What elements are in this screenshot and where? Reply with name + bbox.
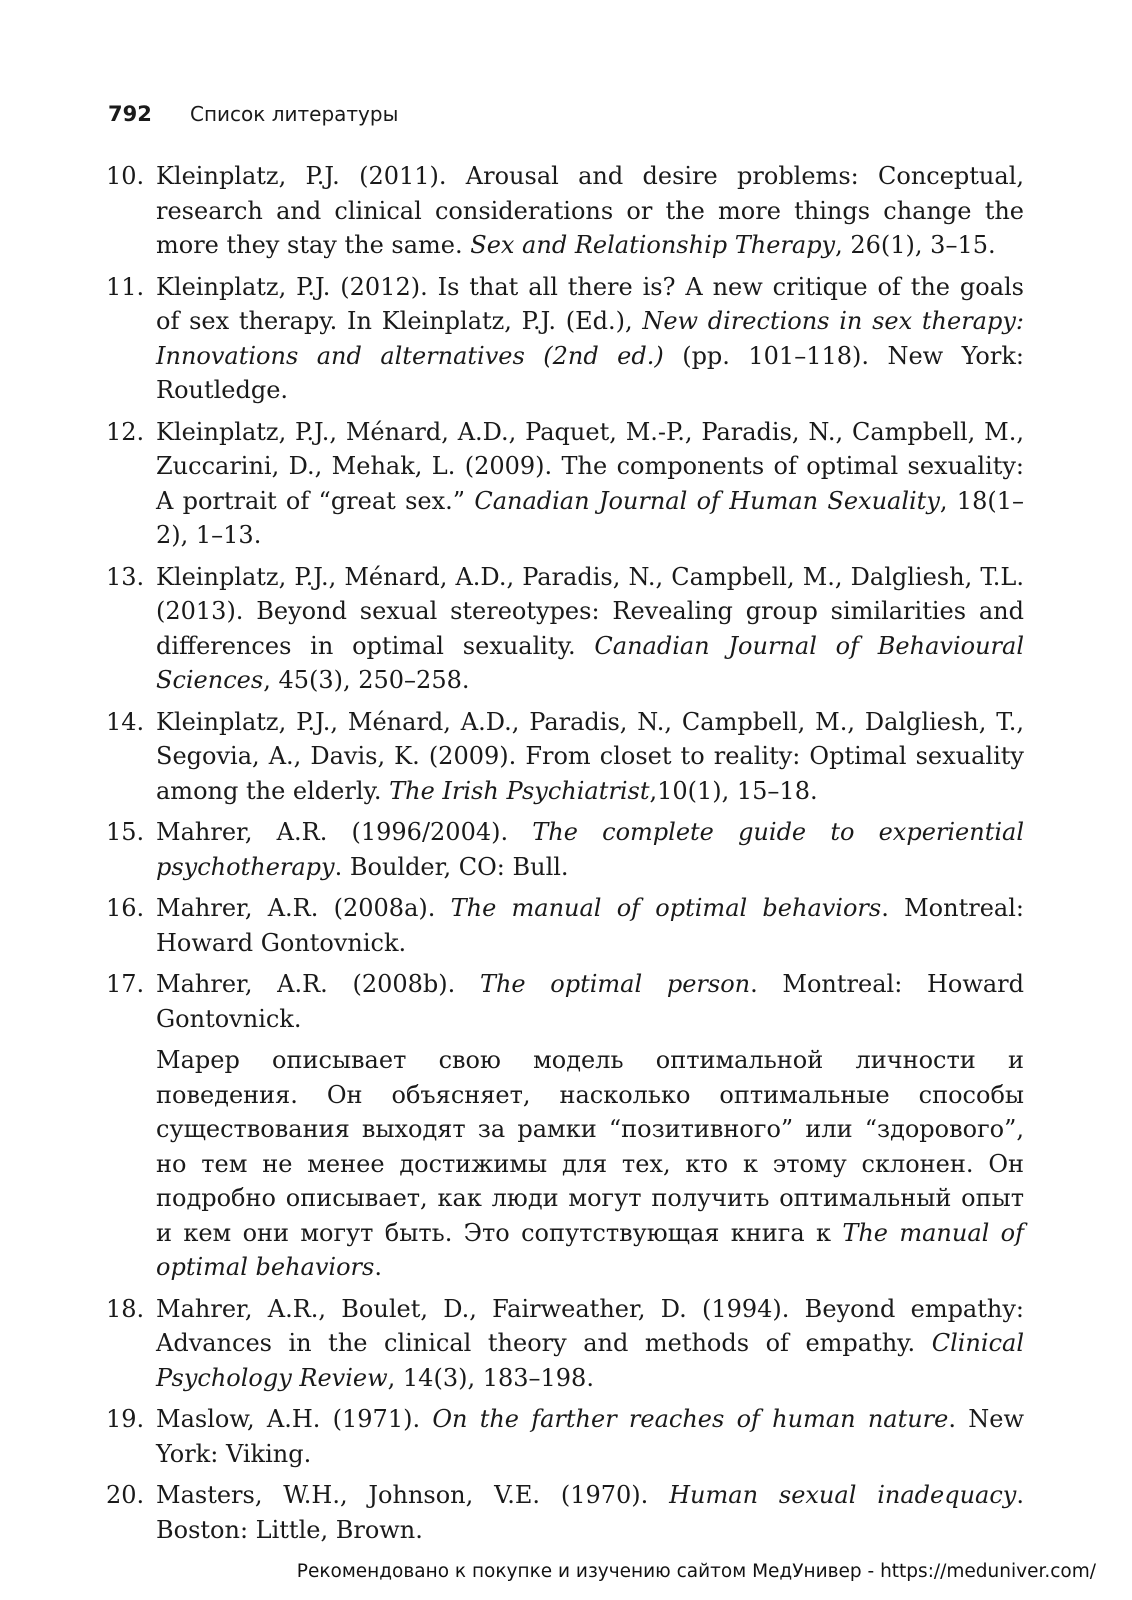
reference-number: 18. [106, 1294, 145, 1323]
reference-text-segment: Mahrer, A.R. (2008a). [156, 894, 451, 922]
reference-text-segment: Марер описывает свою модель оптимальной личности и поведения. Он объясняет, насколько оптимальные способы существования выходят за рамки “позитивного” или “здорового”, но тем не менее достижимы для тех, кто к этому склонен. Он подробно описывает, как люди могут получить оптимальный опыт и кем они могут быть. Это сопутствующая книга к [156, 1046, 1024, 1247]
reference-item [106, 270, 1024, 408]
reference-text [156, 270, 1024, 408]
reference-title-italic: The optimal person [479, 970, 751, 998]
reference-text-segment: Kleinplatz, P.J., Ménard, A.D., Paradis, N., Campbell, M., Dalgliesh, T.L. (2013). Beyond sexual stereotypes: Revealing group similarities and differences in optimal sexuality. [156, 562, 1024, 660]
reference-text-segment: Maslow, A.H. (1971). [156, 1405, 433, 1433]
reference-text-segment: . [374, 1253, 382, 1281]
reference-number: 12. [106, 417, 145, 446]
reference-list [106, 159, 1024, 1554]
reference-text-segment: . Boulder, CO: Bull. [334, 852, 569, 881]
reference-item [106, 705, 1024, 809]
reference-text-segment: (pp. 101–118). New York: Routledge. [156, 341, 1024, 404]
reference-number: 14. [106, 707, 145, 736]
reference-text-segment: , 14(3), 183–198. [387, 1363, 594, 1392]
reference-text [156, 415, 1024, 553]
reference-title-italic: The manual of optimal behaviors [156, 1218, 1024, 1281]
reference-text [156, 159, 1024, 263]
reference-item [106, 1402, 1024, 1471]
reference-text-segment: Mahrer, A.R., Boulet, D., Fairweather, D. (1994). Beyond empathy: Advances in the clinical theory and methods of empathy. [156, 1294, 1024, 1357]
reference-number: 20. [106, 1481, 145, 1509]
reference-title-italic: Sex and Relationship Therapy [470, 231, 836, 259]
reference-text-segment: Mahrer, A.R. (2008b). [156, 970, 480, 998]
reference-item [106, 1292, 1024, 1396]
reference-text-segment: , 26(1), 3–15. [835, 231, 996, 259]
reference-text-segment: , 18(1–2), 1–13. [156, 486, 1024, 549]
reference-item [106, 815, 1024, 884]
reference-text [156, 560, 1024, 698]
reference-text [156, 1478, 1024, 1547]
reference-title-italic: On the farther reaches of human nature [432, 1405, 949, 1433]
reference-title-italic: New directions in sex therapy: Innovations and alternatives (2nd ed.) [156, 307, 1024, 370]
reference-text [156, 815, 1024, 884]
reference-text [156, 1292, 1024, 1396]
reference-text-segment: ,10(1), 15–18. [649, 776, 818, 805]
reference-number: 13. [106, 562, 145, 591]
reference-number: 17. [106, 970, 145, 998]
reference-text-segment: . Montreal: Howard Gontovnick. [156, 970, 1025, 1033]
reference-number: 16. [106, 894, 145, 922]
reference-title-italic: Human sexual inadequacy [669, 1481, 1017, 1509]
footer-watermark: Рекомендовано к покупке и изучению сайтом МедУнивер - https://meduniver.com/ [296, 1561, 1096, 1582]
reference-title-italic: Clinical Psychology Review [156, 1329, 1024, 1392]
reference-item [106, 1478, 1024, 1547]
reference-title-italic: Canadian Journal of Behavioural Sciences [156, 631, 1024, 694]
reference-text-segment: Kleinplatz, P.J., Ménard, A.D., Paquet, M.-P., Paradis, N., Campbell, M., Zuccarini, D., Mehak, L. (2009). The components of optimal sexuality: A portrait of “great sex.” [156, 417, 1024, 515]
reference-item [106, 415, 1024, 553]
reference-text [156, 1402, 1024, 1471]
reference-text-segment: Kleinplatz, P.J. (2012). Is that all there is? A new critique of the goals of sex therapy. In Kleinplatz, P.J. (Ed.), [156, 272, 1024, 335]
reference-text-segment: Kleinplatz, P.J. (2011). Arousal and desire problems: Conceptual, research and clinical considerations or the more things change the more they stay the same. [156, 162, 1024, 259]
reference-item [106, 891, 1024, 960]
reference-text [156, 967, 1024, 1036]
reference-text-segment: . Montreal: Howard Gontovnick. [156, 894, 1024, 957]
reference-item [106, 159, 1024, 263]
reference-text-segment: Masters, W.H., Johnson, V.E. (1970). [156, 1481, 670, 1509]
reference-title-italic: The manual of optimal behaviors [450, 894, 882, 922]
reference-text [156, 705, 1024, 809]
reference-item [106, 967, 1024, 1285]
page-header [108, 100, 398, 128]
reference-item [106, 560, 1024, 698]
reference-text-segment: , 45(3), 250–258. [263, 666, 470, 694]
reference-text-segment: . Boston: Little, Brown. [156, 1481, 1024, 1544]
reference-text-segment: Kleinplatz, P.J., Ménard, A.D., Paradis, N., Campbell, M., Dalgliesh, T., Segovia, A., Davis, K. (2009). From closet to reality: Optimal sexuality among the elderly. [156, 707, 1024, 805]
page-number: 792 [108, 102, 152, 126]
reference-text-segment: . New York: Viking. [156, 1405, 1024, 1468]
reference-number: 15. [106, 818, 145, 846]
running-title: Список литературы [190, 102, 399, 126]
reference-title-italic: The Irish Psychiatrist [389, 776, 650, 805]
reference-number: 19. [106, 1405, 145, 1433]
reference-text-segment: Mahrer, A.R. (1996/2004). [156, 818, 533, 846]
reference-text [156, 891, 1024, 960]
reference-title-italic: Canadian Journal of Human Sexuality [474, 486, 940, 515]
reference-number: 11. [106, 272, 145, 301]
reference-annotation [156, 1043, 1024, 1285]
reference-number: 10. [106, 162, 145, 190]
reference-title-italic: The complete guide to experiential psychotherapy [156, 818, 1025, 881]
